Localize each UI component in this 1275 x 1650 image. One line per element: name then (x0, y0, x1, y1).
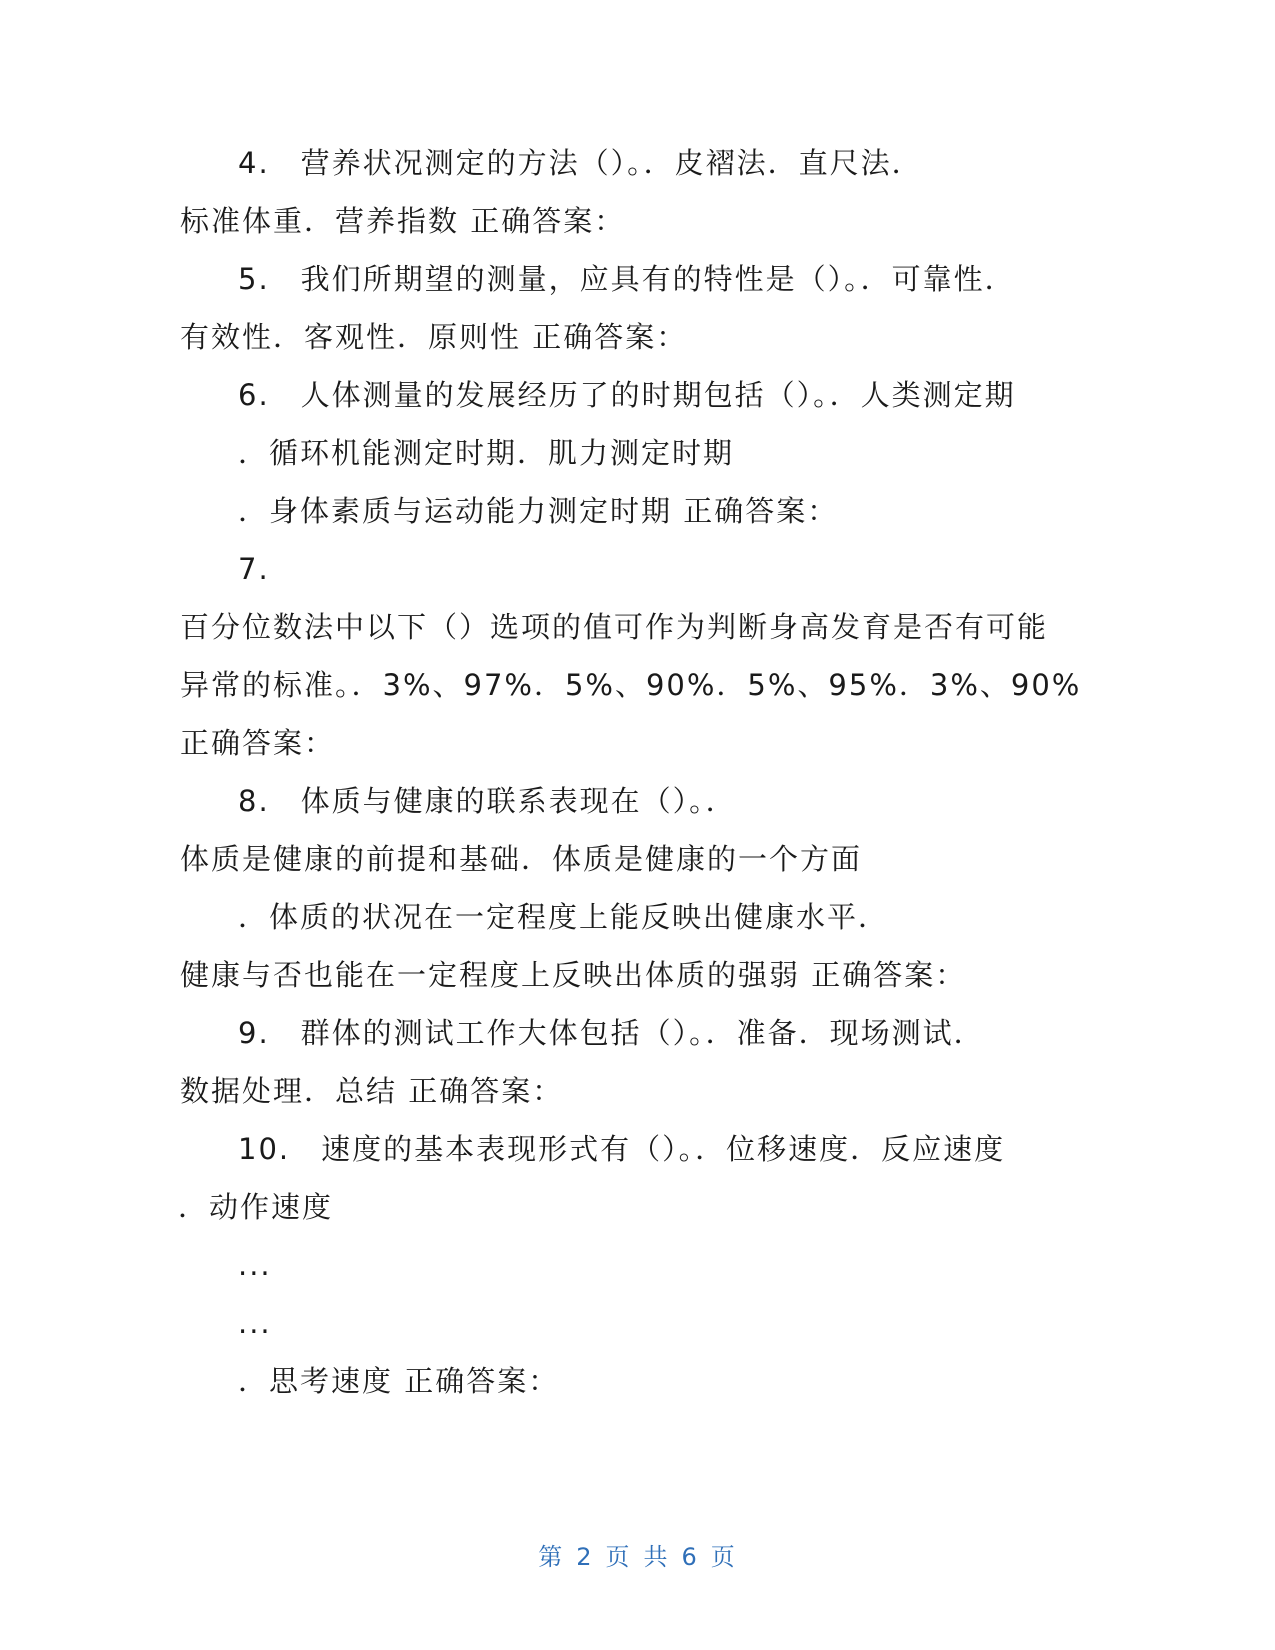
total-pages-number: 6 (681, 1543, 699, 1571)
text-line: 6. 人体测量的发展经历了的时期包括（）。．人类测定期 (238, 378, 1016, 412)
total-label-prefix: 共 (643, 1543, 670, 1571)
text-line: ．身体素质与运动能力测定时期 正确答案： (238, 494, 839, 528)
text-line: ．体质的状况在一定程度上能反映出健康水平． (238, 900, 890, 934)
text-line: 8. 体质与健康的联系表现在（）。． (238, 784, 737, 818)
text-line: 正确答案： (180, 726, 336, 760)
text-line: 7. (238, 552, 270, 586)
text-line: 5. 我们所期望的测量，应具有的特性是（）。．可靠性． (238, 262, 1016, 296)
text-line: 标准体重．营养指数 正确答案： (180, 204, 626, 238)
page-label-mid: 页 (605, 1543, 632, 1571)
page-label-prefix: 第 (538, 1543, 565, 1571)
text-line: ．思考速度 正确答案： (238, 1364, 560, 1398)
text-line: 体质是健康的前提和基础．体质是健康的一个方面 (180, 842, 863, 876)
text-line: ... (238, 1248, 272, 1282)
text-line: 有效性．客观性．原则性 正确答案： (180, 320, 688, 354)
current-page-number: 2 (576, 1543, 594, 1571)
text-line: ... (238, 1306, 272, 1340)
page-label-suffix: 页 (710, 1543, 737, 1571)
text-line: 4. 营养状况测定的方法（）。．皮褶法．直尺法． (238, 146, 923, 180)
text-line: ．循环机能测定时期．肌力测定时期 (238, 436, 735, 470)
text-line: 数据处理．总结 正确答案： (180, 1074, 564, 1108)
text-line: 百分位数法中以下（）选项的值可作为判断身高发育是否有可能 (180, 610, 1049, 644)
text-line: 9. 群体的测试工作大体包括（）。．准备．现场测试． (238, 1016, 985, 1050)
text-line: ．动作速度 (178, 1190, 334, 1224)
text-line: 健康与否也能在一定程度上反映出体质的强弱 正确答案： (180, 958, 967, 992)
text-line: 异常的标准。．3%、97%．5%、90%．5%、95%．3%、90% (180, 668, 1082, 702)
page-footer (0, 1542, 1275, 1572)
text-line: 10. 速度的基本表现形式有（）。．位移速度．反应速度 (238, 1132, 1006, 1166)
